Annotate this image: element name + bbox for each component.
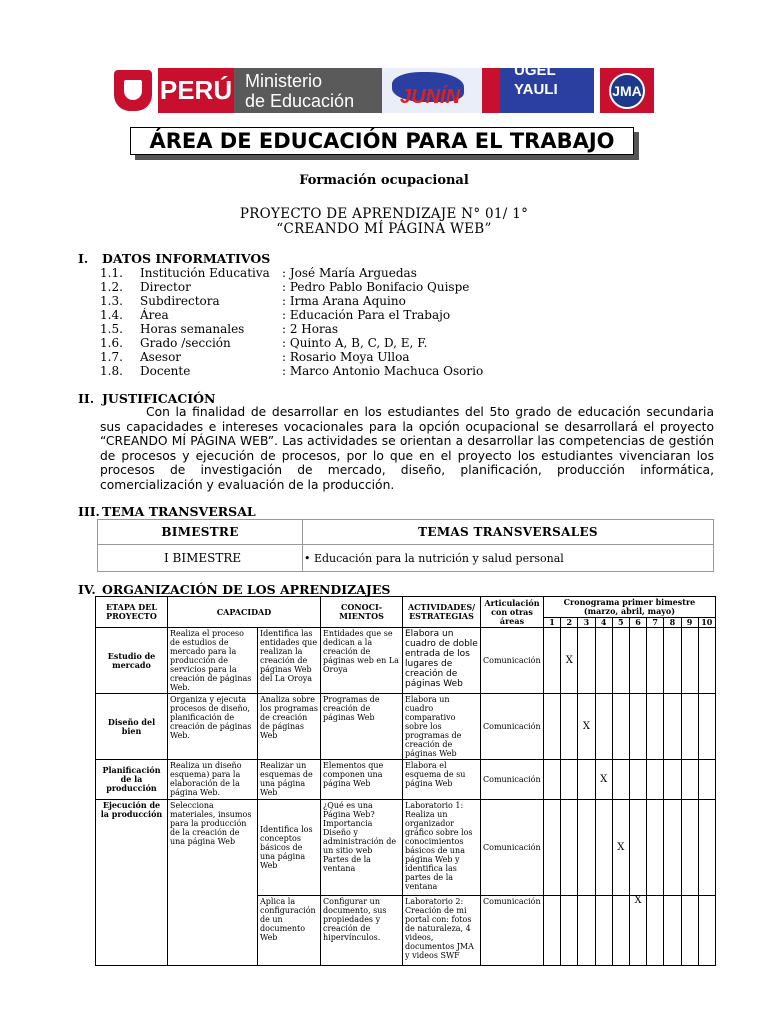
week-number: 8 bbox=[664, 618, 681, 628]
actividades-cell: Elabora el esquema de su página Web bbox=[403, 760, 481, 800]
conocimientos-cell: Entidades que se dedican a la creación de páginas web en La Oroya bbox=[321, 628, 403, 694]
week-cell bbox=[664, 760, 681, 800]
week-number: 2 bbox=[561, 618, 578, 628]
week-cell bbox=[595, 896, 612, 966]
capacidad-cell: Selecciona materiales, insumos para la producción de la creación de una página Web bbox=[168, 800, 258, 966]
h-cronograma: Cronograma primer bimestre (marzo, abril, mayo) bbox=[544, 597, 716, 618]
week-number: 4 bbox=[595, 618, 612, 628]
week-cell bbox=[647, 694, 664, 760]
week-mark: X bbox=[578, 694, 595, 760]
project-name: “CREANDO MÍ PÁGINA WEB” bbox=[276, 221, 492, 237]
table-row bbox=[96, 628, 716, 694]
week-mark: X bbox=[561, 628, 578, 694]
dato-row: 1.1. Institución Educativa : José María Arguedas bbox=[100, 266, 417, 280]
dato-row: 1.2. Director : Pedro Pablo Bonifacio Quispe bbox=[100, 280, 470, 294]
week-cell bbox=[681, 800, 698, 896]
dato-row: 1.4. Área : Educación Para el Trabajo bbox=[100, 308, 451, 322]
h-articulacion: Articulación con otras áreas bbox=[481, 597, 544, 628]
header-banner bbox=[108, 62, 660, 113]
etapa-cell: Planificación de la producción bbox=[96, 760, 168, 800]
section-org-heading: IV. ORGANIZACIÓN DE LOS APRENDIZAJES bbox=[78, 582, 391, 597]
articulacion-cell: Comunicación bbox=[481, 628, 544, 694]
week-cell bbox=[681, 694, 698, 760]
week-cell bbox=[629, 800, 646, 896]
section-justificacion-heading: II. JUSTIFICACIÓN bbox=[78, 391, 216, 406]
week-cell bbox=[578, 760, 595, 800]
week-cell bbox=[578, 628, 595, 694]
week-cell bbox=[698, 628, 715, 694]
week-cell bbox=[578, 800, 595, 896]
week-cell bbox=[544, 628, 561, 694]
conocimientos-cell: ¿Qué es una Página Web? Importancia Diseño y administración de un sitio web Partes de la ventana bbox=[321, 800, 403, 896]
capacidad-especifica-cell: Identifica los conceptos básicos de una página Web bbox=[258, 800, 321, 896]
table-row bbox=[96, 694, 716, 760]
tema-transversal-table bbox=[97, 519, 714, 572]
conocimientos-cell: Programas de creación de páginas Web bbox=[321, 694, 403, 760]
bimestre-cell: I BIMESTRE bbox=[98, 545, 303, 572]
conocimientos-cell: Configurar un documento, sus propiedades y creación de hipervínculos. bbox=[321, 896, 403, 966]
organizacion-table bbox=[95, 596, 716, 966]
week-cell bbox=[544, 694, 561, 760]
week-cell bbox=[544, 800, 561, 896]
week-cell bbox=[561, 760, 578, 800]
week-mark: X bbox=[612, 800, 629, 896]
section-datos-heading: I. DATOS INFORMATIVOS bbox=[78, 251, 271, 266]
week-cell bbox=[681, 760, 698, 800]
table-row bbox=[96, 800, 716, 896]
week-cell bbox=[612, 760, 629, 800]
week-mark: X bbox=[629, 896, 646, 966]
etapa-cell: Estudio de mercado bbox=[96, 628, 168, 694]
week-cell bbox=[664, 896, 681, 966]
week-mark: X bbox=[595, 760, 612, 800]
week-number: 1 bbox=[544, 618, 561, 628]
week-number: 3 bbox=[578, 618, 595, 628]
capacidad-especifica-cell: Identifica las entidades que realizan la creación de páginas Web del La Oroya bbox=[258, 628, 321, 694]
week-cell bbox=[612, 896, 629, 966]
week-cell bbox=[698, 800, 715, 896]
week-cell bbox=[664, 800, 681, 896]
week-cell bbox=[647, 628, 664, 694]
actividades-cell: Laboratorio 1: Realiza un organizador gráfico sobre los conocimientos básicos de una página Web y identifica las partes de la ventana bbox=[403, 800, 481, 896]
articulacion-cell: Comunicación bbox=[481, 896, 544, 966]
articulacion-cell: Comunicación bbox=[481, 760, 544, 800]
col-temas: TEMAS TRANSVERSALES bbox=[303, 520, 714, 545]
peru-coat-of-arms-icon bbox=[108, 68, 158, 113]
etapa-cell: Diseño del bien bbox=[96, 694, 168, 760]
week-cell bbox=[629, 694, 646, 760]
region-junin-logo: JUNÍN bbox=[382, 68, 482, 113]
capacidad-especifica-cell: Aplica la configuración de un documento Web bbox=[258, 896, 321, 966]
etapa-cell: Ejecución de la producción bbox=[96, 800, 168, 966]
week-cell bbox=[595, 628, 612, 694]
capacidad-especifica-cell: Realizar un esquemas de una página Web bbox=[258, 760, 321, 800]
table-row bbox=[96, 760, 716, 800]
dato-row: 1.8. Docente : Marco Antonio Machuca Osorio bbox=[100, 364, 484, 378]
ministerio-logo: Ministerio de Educación bbox=[234, 68, 382, 113]
week-number: 6 bbox=[629, 618, 646, 628]
week-cell bbox=[647, 800, 664, 896]
jma-logo: JMA bbox=[600, 68, 654, 113]
week-cell bbox=[629, 628, 646, 694]
week-cell bbox=[561, 800, 578, 896]
actividades-cell: Laboratorio 2: Creación de mi portal con: fotos de naturaleza, 4 videos, documentos JMA y videos SWF bbox=[403, 896, 481, 966]
actividades-cell: Elabora un cuadro de doble entrada de los lugares de creación de páginas Web bbox=[403, 628, 481, 694]
week-cell bbox=[544, 896, 561, 966]
capacidad-especifica-cell: Analiza sobre los programas de creación de páginas Web bbox=[258, 694, 321, 760]
datos-list bbox=[100, 266, 483, 378]
week-cell bbox=[681, 896, 698, 966]
col-bimestre: BIMESTRE bbox=[98, 520, 303, 545]
week-number: 5 bbox=[612, 618, 629, 628]
week-cell bbox=[647, 760, 664, 800]
tema-cell: • Educación para la nutrición y salud personal bbox=[303, 545, 714, 572]
week-cell bbox=[681, 628, 698, 694]
week-cell bbox=[647, 896, 664, 966]
justificacion-text: Con la finalidad de desarrollar en los estudiantes del 5to grado de educación secundaria sus capacidades e intereses vocacionales para la opción ocupacional se desarrollará el proyecto “CREANDO MÍ PÁGINA WEB”. Las actividades se orientan a desarrollar las competencias de gestión de procesos y ejecución de procesos, por lo que en el proyecto los estudiantes vivenciaran los procesos de investigación de mercado, diseño, planificación, producción informática, comercialización y evaluación de la producción. bbox=[100, 405, 714, 492]
capacidad-cell: Organiza y ejecuta procesos de diseño, planificación de creación de páginas Web. bbox=[168, 694, 258, 760]
page-title: ÁREA DE EDUCACIÓN PARA EL TRABAJO bbox=[130, 127, 634, 155]
dato-row: 1.7. Asesor : Rosario Moya Ulloa bbox=[100, 350, 410, 364]
h-actividades: ACTIVIDADES/ ESTRATEGIAS bbox=[403, 597, 481, 628]
week-cell bbox=[561, 896, 578, 966]
project-line: PROYECTO DE APRENDIZAJE N° 01/ 1° bbox=[239, 206, 529, 222]
week-cell bbox=[544, 760, 561, 800]
week-cell bbox=[595, 694, 612, 760]
ugel-yauli-logo: UGEL YAULI bbox=[482, 68, 594, 113]
week-cell bbox=[595, 800, 612, 896]
week-cell bbox=[629, 760, 646, 800]
week-number: 9 bbox=[681, 618, 698, 628]
capacidad-cell: Realiza un diseño esquema) para la elaboración de la página Web. bbox=[168, 760, 258, 800]
week-cell bbox=[612, 628, 629, 694]
subtitle: Formación ocupacional bbox=[299, 173, 469, 188]
h-etapa: ETAPA DEL PROYECTO bbox=[96, 597, 168, 628]
week-cell bbox=[664, 694, 681, 760]
week-cell bbox=[664, 628, 681, 694]
dato-row: 1.5. Horas semanales : 2 Horas bbox=[100, 322, 339, 336]
week-cell bbox=[578, 896, 595, 966]
actividades-cell: Elabora un cuadro comparativo sobre los programas de creación de páginas Web bbox=[403, 694, 481, 760]
h-conocimientos: CONOCI-MIENTOS bbox=[321, 597, 403, 628]
week-cell bbox=[698, 760, 715, 800]
articulacion-cell: Comunicación bbox=[481, 800, 544, 896]
dato-row: 1.3. Subdirectora : Irma Arana Aquino bbox=[100, 294, 406, 308]
week-number: 7 bbox=[647, 618, 664, 628]
week-cell bbox=[698, 896, 715, 966]
section-tema-heading: III. TEMA TRANSVERSAL bbox=[78, 504, 256, 519]
h-capacidad: CAPACIDAD bbox=[168, 597, 321, 628]
capacidad-cell: Realiza el proceso de estudios de mercado para la producción de servicios para la creación de páginas Web. bbox=[168, 628, 258, 694]
week-cell bbox=[612, 694, 629, 760]
peru-logo: PERÚ bbox=[158, 68, 234, 113]
week-cell bbox=[698, 694, 715, 760]
week-cell bbox=[561, 694, 578, 760]
conocimientos-cell: Elementos que componen una página Web bbox=[321, 760, 403, 800]
dato-row: 1.6. Grado /sección : Quinto A, B, C, D, E, F. bbox=[100, 336, 428, 350]
articulacion-cell: Comunicación bbox=[481, 694, 544, 760]
week-number: 10 bbox=[698, 618, 715, 628]
